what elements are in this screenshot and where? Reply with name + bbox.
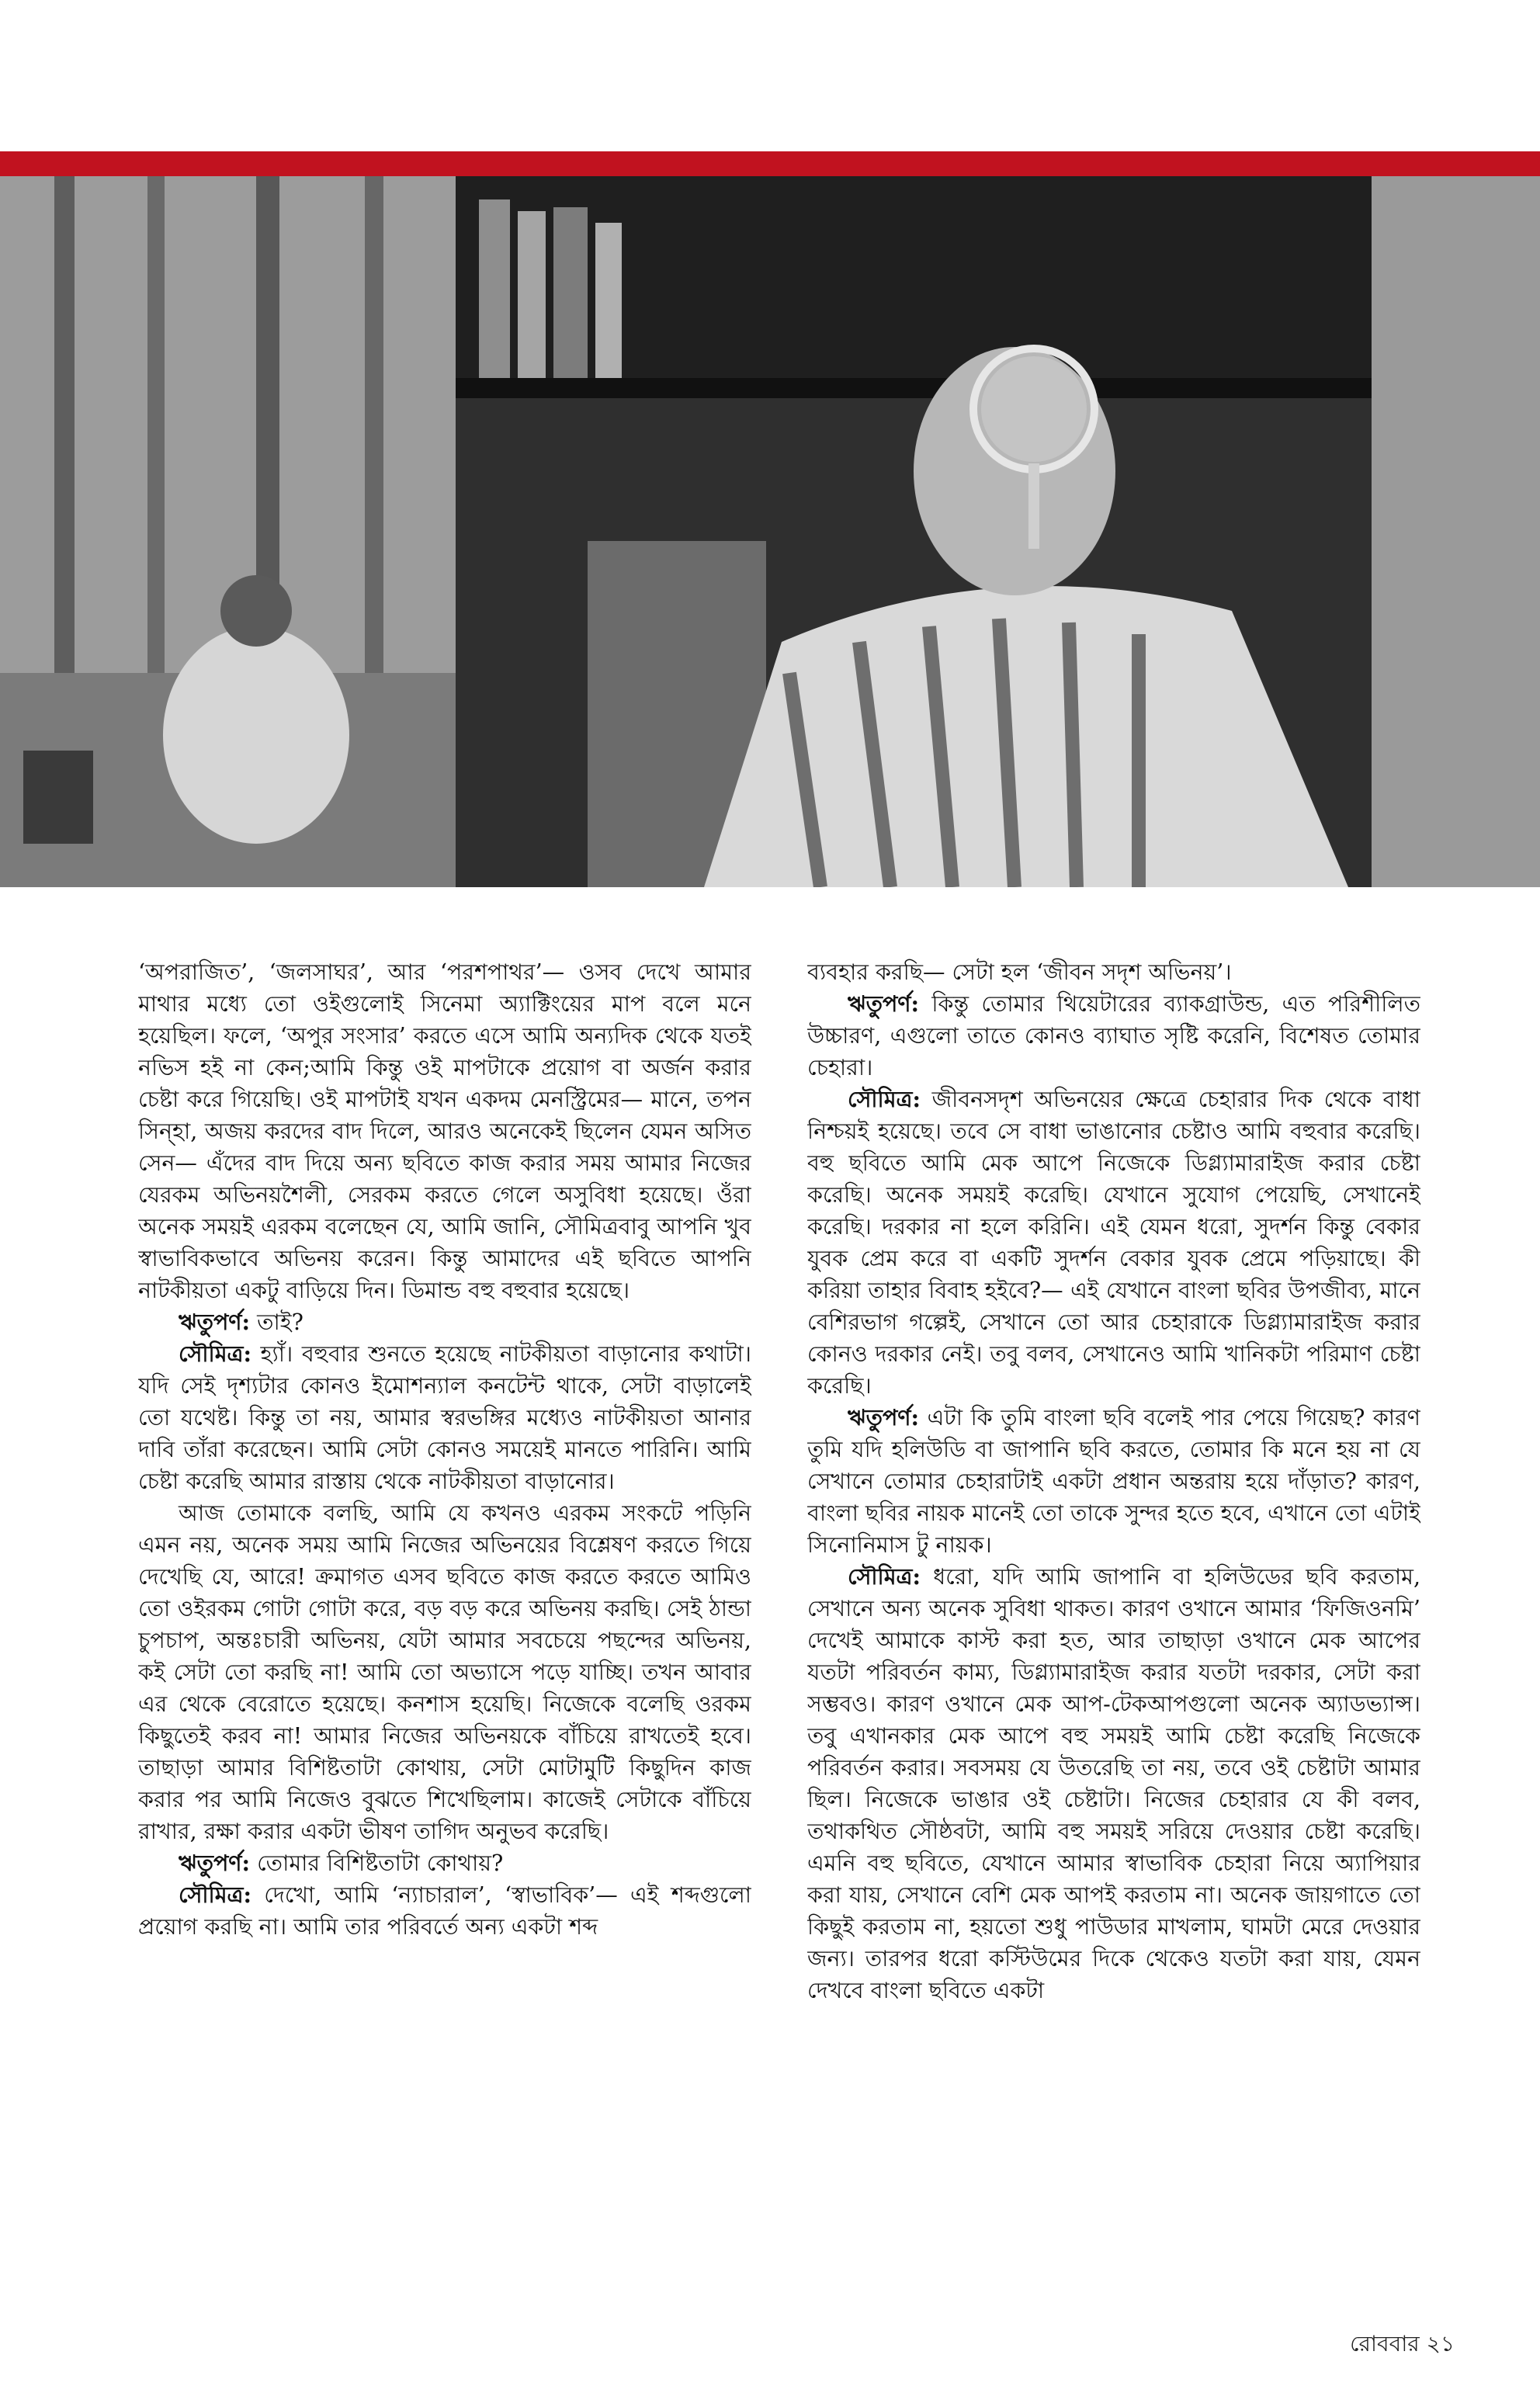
dialogue-rituparno — [807, 1402, 1420, 1561]
dialogue-soumitra — [807, 1561, 1420, 2006]
dialogue-soumitra — [138, 1879, 751, 1943]
dialogue-text: হ্যাঁ। বহুবার শুনতে হয়েছে নাটকীয়তা বাড়ানোর কথাটা। যদি সেই দৃশ্যটার কোনও ইমোশন্যাল কনটেন্ট থাকে, সেটা বাড়ালেই তো যথেষ্ট। কিন্তু তা নয়, আমার স্বরভঙ্গির মধ্যেও নাটকীয়তা আনার দাবি তাঁরা করেছেন। আমি সেটা কোনও সময়েই মানতে পারিনি। আমি চেষ্টা করেছি আমার রাস্তায় থেকে নাটকীয়তা বাড়ানোর। — [138, 1341, 751, 1494]
dialogue-soumitra — [138, 1338, 751, 1497]
dialogue-text: তাই? — [250, 1309, 303, 1335]
dialogue-text: এটা কি তুমি বাংলা ছবি বলেই পার পেয়ে গিয়েছ? কারণ তুমি যদি হলিউডি বা জাপানি ছবি করতে, তোমার কি মনে হয় না যে সেখানে তোমার চেহারাটাই একটা প্রধান অন্তরায় হয়ে দাঁড়াত? কারণ, বাংলা ছবির নায়ক মানেই তো তাকে সুন্দর হতে হবে, এখানে তো এটাই সিনোনিমাস টু নায়ক। — [807, 1405, 1420, 1558]
dialogue-rituparno — [807, 988, 1420, 1084]
article-column-left — [138, 956, 751, 2291]
speaker-label: সৌমিত্র: — [179, 1340, 251, 1367]
dialogue-rituparno — [138, 1306, 751, 1338]
speaker-label: ঋতুপর্ণ: — [179, 1850, 251, 1876]
speaker-label: ঋতুপর্ণ: — [848, 1404, 920, 1431]
dialogue-text: কিন্তু তোমার থিয়েটারের ব্যাকগ্রাউন্ড, এত পরিশীলিত উচ্চারণ, এগুলো তাতে কোনও ব্যাঘাত সৃষ্টি করেনি, বিশেষত তোমার চেহারা। — [807, 991, 1420, 1080]
speaker-label: ঋতুপর্ণ: — [848, 990, 920, 1017]
film-still-forest-picnic-icon — [0, 176, 456, 887]
dialogue-text: ধরো, যদি আমি জাপানি বা হলিউডের ছবি করতাম, সেখানে অন্য অনেক সুবিধা থাকত। কারণ ওখানে আমার ‘ফিজিওনমি’ দেখেই আমাকে কাস্ট করা হত, আর তাছাড়া ওখানে মেক আপের যতটা পরিবর্তন কাম্য, ডিগ্ল্যামারাইজ করার যতটা দরকার, সেটা করা সম্ভবও। কারণ ওখানে মেক আপ-টেকআপগুলো অনেক অ্যাডভ্যান্স। তবু এখানকার মেক আপে বহু সময়ই আমি চেষ্টা করেছি নিজেকে পরিবর্তন করার। সবসময় যে উতরেছি তা নয়, তবে ওই চেষ্টাটা আমার ছিল। নিজেকে ভাঙার ওই চেষ্টাটা। নিজের চেহারার যে কী বলব, তথাকথিত সৌষ্ঠবটা, আমি বহু সময়ই সরিয়ে দেওয়ার চেষ্টা করেছি। এমনি বহু ছবিতে, যেখানে আমার স্বাভাবিক চেহারা নিয়ে অ্যাপিয়ার করা যায়, সেখানে বেশি মেক আপই করতাম না। অনেক জায়গাতে তো কিছুই করতাম না, হয়তো শুধু পাউডার মাখলাম, ঘামটা মেরে দেওয়ার জন্য। তারপর ধরো কস্টিউমের দিকে থেকেও যতটা করা যায়, যেমন দেখবে বাংলা ছবিতে একটা — [807, 1564, 1420, 2003]
speaker-label: সৌমিত্র: — [848, 1563, 921, 1590]
dialogue-text: জীবনসদৃশ অভিনয়ের ক্ষেত্রে চেহারার দিক থেকে বাধা নিশ্চয়ই হয়েছে। তবে সে বাধা ভাঙানোর চেষ্টাও আমি বহুবার করেছি। বহু ছবিতে আমি মেক আপে নিজেকে ডিগ্ল্যামারাইজ করার চেষ্টা করেছি। অনেক সময়ই করেছি। যেখানে সুযোগ পেয়েছি, সেখানেই করেছি। দরকার না হলে করিনি। এই যেমন ধরো, সুদর্শন কিন্তু বেকার যুবক প্রেম করে বা একটি সুদর্শন বেকার যুবক প্রেমে পড়িয়াছে। কী করিয়া তাহার বিবাহ হইবে?— এই যেখানে বাংলা ছবির উপজীব্য, মানে বেশিরভাগ গল্পেই, সেখানে তো আর চেহারাকে ডিগ্ল্যামারাইজ করার কোনও দরকার নেই। তবু বলব, সেখানেও আমি খানিকটা পরিমাণ চেষ্টা করেছি। — [807, 1087, 1420, 1399]
speaker-label: সৌমিত্র: — [848, 1086, 921, 1112]
dialogue-text: তোমার বিশিষ্টতাটা কোথায়? — [250, 1850, 504, 1876]
paragraph: আজ তোমাকে বলছি, আমি যে কখনও এরকম সংকটে পড়িনি এমন নয়, অনেক সময় আমি নিজের অভিনয়ের বিশ্লেষণ করতে গিয়ে দেখেছি যে, আরে! ক্রমাগত এসব ছবিতে কাজ করতে করতে আমিও তো ওইরকম গোটা গোটা করে, বড় বড় করে অভিনয় করছি। সেই ঠান্ডা চুপচাপ, অন্তঃচারী অভিনয়, যেটা আমার সবচেয়ে পছন্দের অভিনয়, কই সেটা তো করছি না! আমি তো অভ্যাসে পড়ে যাচ্ছি। তখন আবার এর থেকে বেরোতে হয়েছে। কনশাস হয়েছি। নিজেকে বলেছি ওরকম কিছুতেই করব না! আমার নিজের অভিনয়কে বাঁচিয়ে রাখতেই হবে। তাছাড়া আমার বিশিষ্টতাটা কোথায়, সেটা মোটামুটি কিছুদিন কাজ করার পর আমি নিজেও বুঝতে শিখেছিলাম। কাজেই সেটাকে বাঁচিয়ে রাখার, রক্ষা করার একটা ভীষণ তাগিদ অনুভব করেছি। — [138, 1500, 751, 1844]
film-still-magnifying-glass-icon — [456, 176, 1540, 887]
photo-forest-scene — [0, 176, 456, 887]
speaker-label: সৌমিত্র: — [179, 1881, 251, 1908]
top-red-band — [0, 151, 1540, 176]
dialogue-text: দেখো, আমি ‘ন্যাচারাল’, ‘স্বাভাবিক’— এই শব্দগুলো প্রয়োগ করছি না। আমি তার পরিবর্তে অন্য একটা শব্দ — [138, 1882, 751, 1940]
page-footer: রোববার ২১ — [1350, 2331, 1455, 2357]
photo-magnifying-glass-scene — [456, 176, 1540, 887]
dialogue-rituparno — [138, 1847, 751, 1879]
paragraph: ব্যবহার করছি— সেটা হল ‘জীবন সদৃশ অভিনয়’। — [807, 959, 1232, 985]
dialogue-soumitra — [807, 1084, 1420, 1402]
speaker-label: ঋতুপর্ণ: — [179, 1309, 251, 1335]
article-column-right — [807, 956, 1420, 2291]
paragraph: ‘অপরাজিত’, ‘জলসাঘর’, আর ‘পরশপাথর’— ওসব দেখে আমার মাথার মধ্যে তো ওইগুলোই সিনেমা অ্যাক্টিংয়ের মাপ বলে মনে হয়েছিল। ফলে, ‘অপুর সংসার’ করতে এসে আমি অন্যদিক থেকে যতই নভিস হই না কেন;আমি কিন্তু ওই মাপটাকে প্রয়োগ বা অর্জন করার চেষ্টা করে গিয়েছি। ওই মাপটাই যখন একদম মেনস্ট্রিমের— মানে, তপন সিন্হা, অজয় করদের বাদ দিলে, আরও অনেকেই ছিলেন যেমন অসিত সেন— এঁদের বাদ দিয়ে অন্য ছবিতে কাজ করার সময় আমার নিজের যেরকম অভিনয়শৈলী, সেরকম করতে গেলে অসুবিধা হয়েছে। ওঁরা অনেক সময়ই এরকম বলেছেন যে, আমি জানি, সৌমিত্রবাবু আপনি খুব স্বাভাবিকভাবে অভিনয় করেন। কিন্তু আমাদের এই ছবিতে আপনি নাটকীয়তা একটু বাড়িয়ে দিন। ডিমান্ড বহু বহুবার হয়েছে। — [138, 959, 751, 1303]
